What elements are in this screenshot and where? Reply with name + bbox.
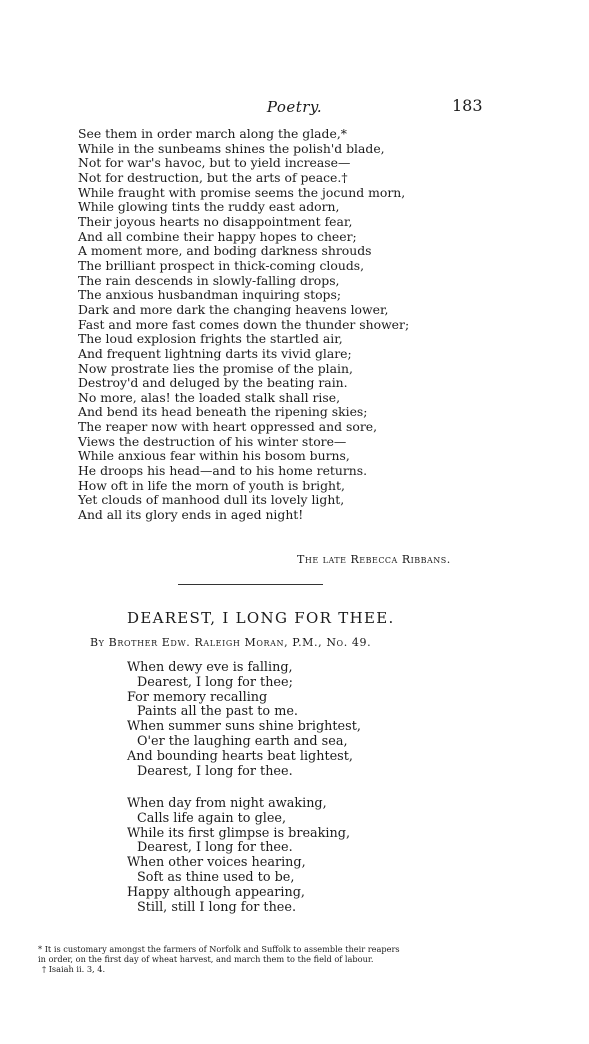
poem-line: Dark and more dark the changing heavens lower, — [78, 301, 389, 317]
poem-line: The brilliant prospect in thick-coming clouds, — [78, 257, 365, 273]
poem-line: No more, alas! the loaded stalk shall rise, — [78, 389, 341, 405]
stanza-line: When dewy eve is falling, — [127, 660, 293, 675]
song-stanza-1 — [127, 661, 527, 779]
poem-line: And frequent lightning darts its vivid glare; — [78, 345, 352, 361]
stanza-line: And bounding hearts beat lightest, — [127, 748, 353, 764]
poem-body — [78, 127, 558, 523]
poem-line: And bend its head beneath the ripening skies; — [78, 404, 368, 420]
poem-line: Destroy'd and deluged by the beating rain. — [78, 375, 348, 391]
poem-line: While glowing tints the ruddy east adorn, — [78, 199, 340, 215]
footnotes — [38, 944, 558, 974]
stanza-line: Dearest, I long for thee. — [137, 763, 293, 779]
stanza-line: When other voices hearing, — [127, 855, 306, 871]
footnote-line: * It is customary amongst the farmers of Norfolk and Suffolk to assemble their reapers — [38, 944, 400, 954]
stanza-line: Calls life again to glee, — [137, 810, 287, 826]
stanza-line: Dearest, I long for thee. — [137, 840, 293, 856]
poem-line: While fraught with promise seems the jocund morn, — [78, 184, 406, 200]
poem-line: Fast and more fast comes down the thunder shower; — [78, 316, 410, 332]
poem-line: He droops his head—and to his home returns. — [78, 463, 368, 479]
song-stanza-2 — [127, 797, 527, 915]
poem-line: A moment more, and boding darkness shrouds — [78, 243, 372, 259]
poem-author: The late Rebecca Ribbans. — [297, 553, 451, 566]
poem-line: Yet clouds of manhood dull its lovely light, — [78, 492, 345, 508]
song-title: DEAREST, I LONG FOR THEE. — [127, 609, 395, 627]
poem-line: And all combine their happy hopes to cheer; — [78, 228, 357, 244]
poem-line: The rain descends in slowly-falling drops, — [78, 272, 340, 288]
page-number: 183 — [452, 96, 483, 115]
footnote-line: in order, on the first day of wheat harvest, and march them to the field of labour. — [38, 954, 374, 964]
stanza-line: Soft as thine used to be, — [137, 869, 295, 885]
poem-line: Views the destruction of his winter store— — [78, 433, 347, 449]
stanza-line: Still, still I long for thee. — [137, 899, 297, 915]
stanza-line: While its first glimpse is breaking, — [127, 825, 351, 841]
poem-line: While anxious fear within his bosom burns, — [78, 448, 350, 464]
poem-line: The anxious husbandman inquiring stops; — [78, 287, 341, 303]
running-header: Poetry. — [266, 98, 323, 116]
stanza-line: Paints all the past to me. — [137, 704, 298, 720]
poem-line: Not for war's havoc, but to yield increase— — [78, 155, 351, 171]
poem-line: Not for destruction, but the arts of peace.† — [78, 169, 348, 185]
stanza-line: Happy although appearing, — [127, 884, 305, 900]
poem-line: Now prostrate lies the promise of the plain, — [78, 360, 353, 376]
poem-line: While in the sunbeams shines the polish'd blade, — [78, 140, 385, 156]
poem-line: See them in order march along the glade,* — [78, 126, 347, 141]
stanza-line: When day from night awaking, — [127, 796, 327, 811]
poem-line: Their joyous hearts no disappointment fear, — [78, 213, 353, 229]
song-byline: By Brother Edw. Raleigh Moran, P.M., No. 49. — [90, 636, 372, 649]
stanza-line: For memory recalling — [127, 689, 268, 705]
stanza-line: When summer suns shine brightest, — [127, 719, 361, 735]
poem-line: How oft in life the morn of youth is bright, — [78, 477, 345, 493]
poem-line: The loud explosion frights the startled air, — [78, 331, 343, 347]
footnote-line: † Isaiah ii. 3, 4. — [42, 964, 106, 974]
poem-line: And all its glory ends in aged night! — [78, 507, 304, 523]
stanza-line: O'er the laughing earth and sea, — [137, 733, 348, 749]
poem-line: The reaper now with heart oppressed and sore, — [78, 419, 378, 435]
stanza-line: Dearest, I long for thee; — [137, 674, 293, 690]
section-divider — [178, 584, 323, 585]
